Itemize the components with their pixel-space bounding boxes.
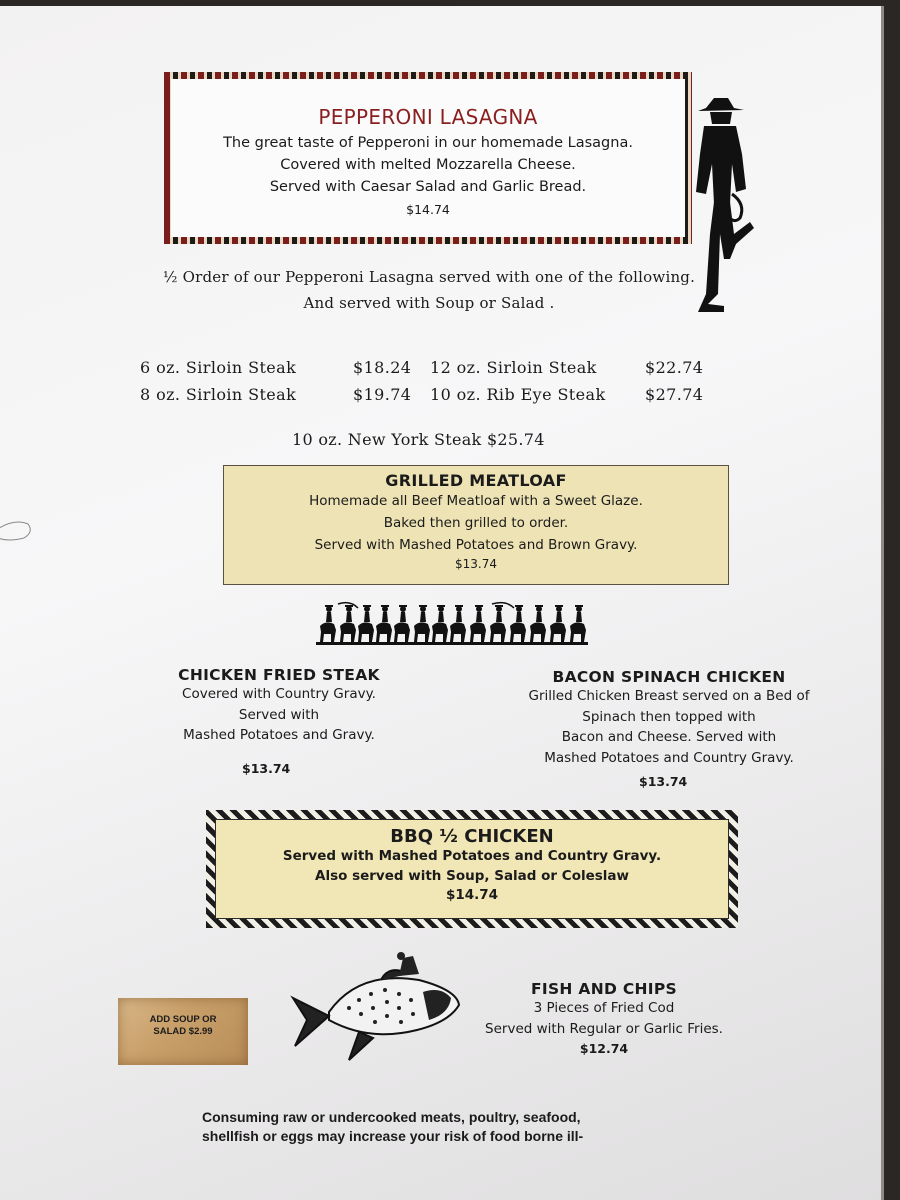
bbq-price: $14.74 <box>445 887 499 903</box>
pepperoni-description <box>171 132 685 198</box>
bsc-description <box>504 686 834 768</box>
pepperoni-line: Served with Caesar Salad and Garlic Bread. <box>269 179 587 195</box>
fc-line: 3 Pieces of Fried Cod <box>533 1000 675 1016</box>
cfs-line: Mashed Potatoes and Gravy. <box>183 727 375 743</box>
add-soup-tag <box>118 998 248 1065</box>
pepperoni-title: PEPPERONI LASAGNA <box>318 105 538 129</box>
cfs-line: Covered with Country Gravy. <box>182 686 376 702</box>
fc-title: FISH AND CHIPS <box>531 980 677 998</box>
bbq-line: Also served with Soup, Salad or Coleslaw <box>315 867 629 884</box>
food-safety-warning <box>202 1108 682 1146</box>
steak-name: 12 oz. Sirloin Steak <box>430 358 597 377</box>
chicken-fried-steak <box>154 666 404 746</box>
bbq-chicken-box <box>206 810 738 928</box>
steak-row <box>140 385 720 412</box>
bsc-title: BACON SPINACH CHICKEN <box>552 668 786 686</box>
bsc-line: Grilled Chicken Breast served on a Bed of <box>528 688 810 704</box>
warning-line: shellfish or eggs may increase your risk of food borne ill- <box>202 1128 584 1144</box>
steak-price: $19.74 <box>353 385 412 404</box>
bbq-line: Served with Mashed Potatoes and Country Gravy. <box>282 848 662 864</box>
fc-line: Served with Regular or Garlic Fries. <box>485 1020 723 1037</box>
steak-name: 8 oz. Sirloin Steak <box>140 385 297 404</box>
half-order-line: And served with Soup or Salad . <box>303 294 555 312</box>
pepperoni-lasagna-box <box>164 72 692 244</box>
bsc-price: $13.74 <box>639 774 688 789</box>
warning-line: Consuming raw or undercooked meats, poultry, seafood, <box>202 1109 581 1125</box>
fish-rider-icon <box>289 950 464 1065</box>
fish-and-chips <box>454 980 754 1056</box>
fc-description <box>454 998 754 1039</box>
pen-mark <box>0 516 34 546</box>
cfs-description <box>154 684 404 746</box>
meatloaf-line: Homemade all Beef Meatloaf with a Sweet Glaze. <box>309 493 643 509</box>
steak-row <box>140 358 720 385</box>
menu-page <box>0 6 884 1200</box>
ny-steak: 10 oz. New York Steak $25.74 <box>292 430 545 449</box>
pepperoni-price: $14.74 <box>406 202 450 217</box>
meatloaf-line: Baked then grilled to order. <box>383 515 569 531</box>
half-order-line: ½ Order of our Pepperoni Lasagna served with one of the following. <box>162 268 696 286</box>
soup-tag-line: SALAD $2.99 <box>153 1026 213 1037</box>
steak-name: 6 oz. Sirloin Steak <box>140 358 297 377</box>
cfs-line: Served with <box>238 706 320 723</box>
half-order-note <box>144 264 714 316</box>
bsc-line: Mashed Potatoes and Country Gravy. <box>544 749 794 766</box>
cfs-price: $13.74 <box>242 761 291 776</box>
riders-silhouette-icon <box>316 600 588 652</box>
steak-price: $18.24 <box>353 358 412 377</box>
meatloaf-box <box>223 465 729 585</box>
bsc-line: Bacon and Cheese. Served with <box>561 729 777 745</box>
bacon-spinach-chicken <box>504 668 834 768</box>
bsc-line: Spinach then topped with <box>582 708 756 725</box>
meatloaf-title: GRILLED MEATLOAF <box>385 471 567 490</box>
meatloaf-price: $13.74 <box>455 557 497 571</box>
pepperoni-line: Covered with melted Mozzarella Cheese. <box>280 157 576 173</box>
steak-name: 10 oz. Rib Eye Steak <box>430 385 606 404</box>
steak-price: $27.74 <box>645 385 704 404</box>
steak-price: $22.74 <box>645 358 704 377</box>
pepperoni-line: The great taste of Pepperoni in our homemade Lasagna. <box>223 135 633 151</box>
meatloaf-line: Served with Mashed Potatoes and Brown Gravy. <box>314 537 638 553</box>
cfs-title: CHICKEN FRIED STEAK <box>178 666 380 684</box>
bbq-title: BBQ ½ CHICKEN <box>390 826 554 847</box>
bbq-description <box>216 847 728 906</box>
steak-list <box>140 358 720 412</box>
fc-price: $12.74 <box>579 1041 629 1056</box>
soup-tag-line: ADD SOUP OR <box>149 1014 217 1025</box>
meatloaf-description <box>224 490 728 556</box>
